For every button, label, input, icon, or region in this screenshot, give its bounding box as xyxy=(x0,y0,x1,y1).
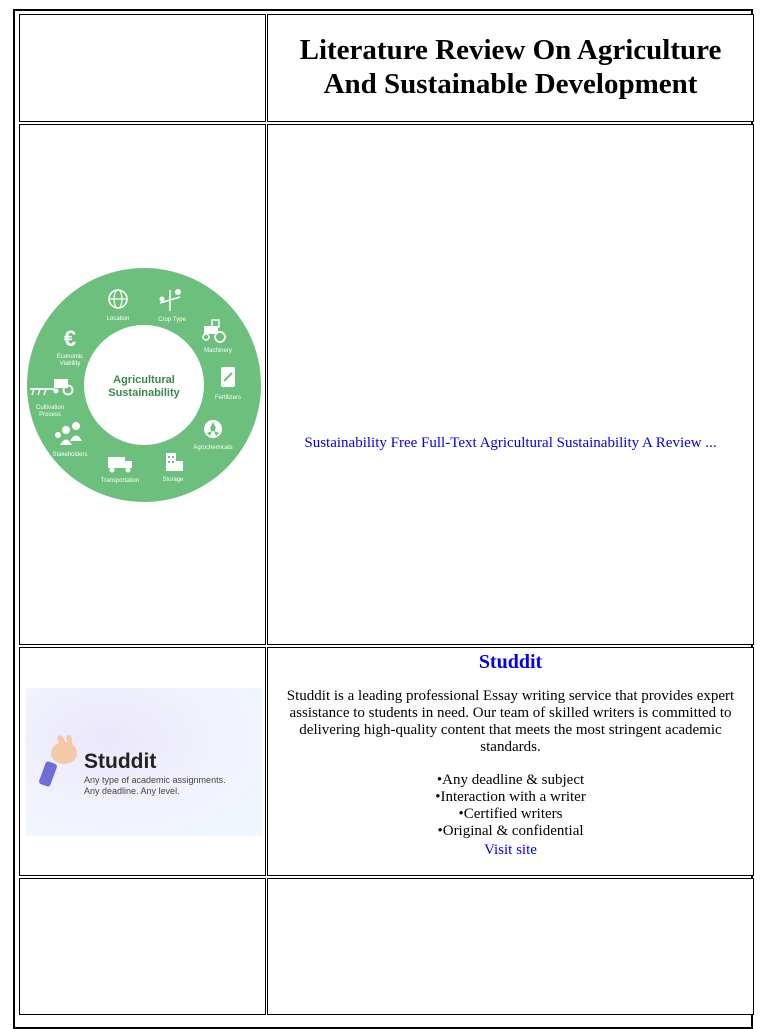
banner-line-2: Any deadline. Any level. xyxy=(84,786,180,796)
list-item: • Original & confidential xyxy=(268,823,753,840)
label-crop-type: Crop Type xyxy=(158,317,186,323)
label-storage: Storage xyxy=(162,477,184,483)
label-transportation: Transportation xyxy=(100,478,140,484)
banner-line-1: Any type of academic assignments. xyxy=(84,775,226,785)
label-economic-1: Economic xyxy=(56,354,84,360)
fertilizer-bag-icon xyxy=(221,367,235,387)
sustainability-review-link[interactable]: Sustainability Free Full-Text Agricultural Sustainability A Review ... xyxy=(304,435,717,451)
page-title xyxy=(268,33,753,101)
label-stakeholders: Stakeholders xyxy=(52,452,88,458)
label-economic-2: Viability xyxy=(59,361,81,367)
studdit-banner xyxy=(26,688,262,836)
visit-site-link[interactable]: Visit site xyxy=(484,842,537,858)
title-line-2: And Sustainable Development xyxy=(323,68,698,100)
diagram-center-line-1: Agricultural xyxy=(113,374,175,386)
euro-icon: € xyxy=(63,326,77,351)
studdit-heading[interactable]: Studdit xyxy=(478,651,543,673)
diagram-center-line-2: Sustainability xyxy=(108,387,180,399)
header-title-cell xyxy=(267,14,754,122)
sustainability-link-cell xyxy=(267,124,754,645)
list-item: • Any deadline & subject xyxy=(268,772,753,789)
list-item: • Certified writers xyxy=(268,806,753,823)
studdit-info-cell xyxy=(267,647,754,876)
label-cultivation-2: Process xyxy=(39,412,61,418)
empty-cell-left xyxy=(19,878,266,1015)
title-line-1: Literature Review On Agriculture xyxy=(299,34,722,66)
header-empty-cell xyxy=(19,14,266,122)
label-cultivation-1: Cultivation xyxy=(35,405,65,411)
label-machinery: Machinery xyxy=(204,348,232,354)
banner-brand: Studdit xyxy=(84,750,157,773)
sustainability-image-cell xyxy=(19,124,266,645)
hazard-icon xyxy=(204,420,222,438)
studdit-banner-cell xyxy=(19,647,266,876)
agricultural-sustainability-diagram xyxy=(20,125,266,645)
label-fertilizers: Fertilizers xyxy=(214,395,242,401)
page-table xyxy=(13,9,753,1029)
studdit-feature-list xyxy=(268,772,753,840)
empty-cell-right xyxy=(267,878,754,1015)
list-item: • Interaction with a writer xyxy=(268,789,753,806)
label-location: Location xyxy=(106,316,130,322)
label-agrochemicals: Agrochemicals xyxy=(193,445,233,451)
studdit-description: Studdit is a leading professional Essay writing service that provides expert assistance to students in need. Our team of skilled writers is committed to delivering high-quality content that meets the most stringent academic standards. xyxy=(286,688,735,755)
